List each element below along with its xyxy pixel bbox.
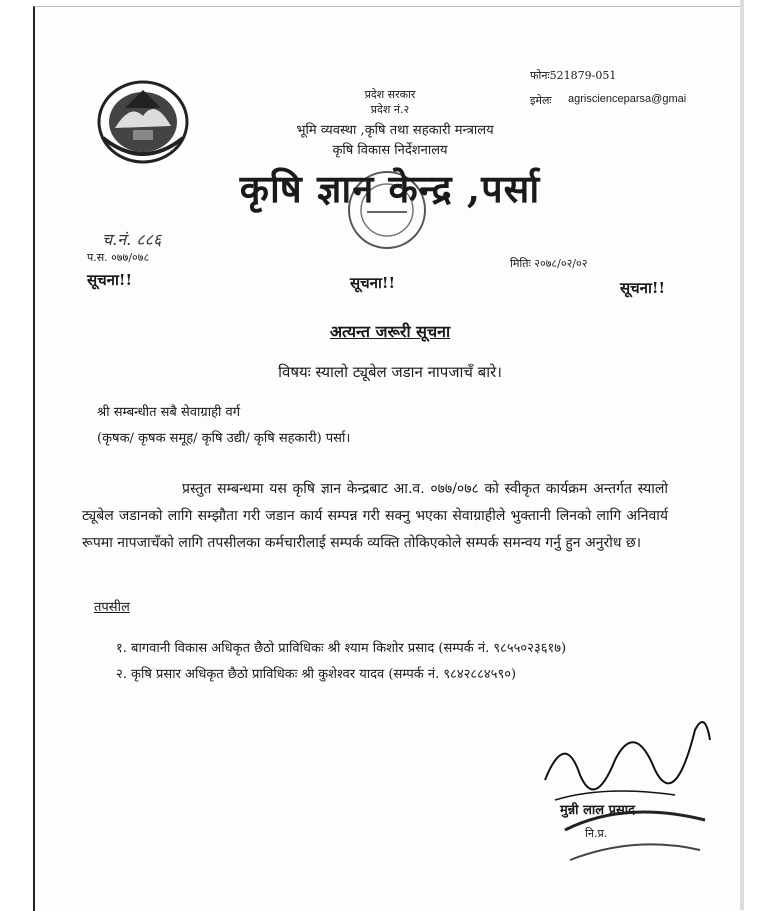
date: मितिः २०७८/०२/०२ (510, 257, 588, 270)
details-heading: तपसील (94, 600, 130, 615)
email: agriscienceparsa@gmai (568, 93, 687, 105)
details-item-2: २. कृषि प्रसार अधिकृत छैठो प्राविधिकः श्री कुशेश्वर यादव (सम्पर्क नं. ९८४२८८४५९०) (116, 667, 517, 682)
addressee-line1: श्री सम्बन्धीत सबै सेवाग्राही वर्ग (97, 405, 241, 420)
government-emblem-icon (95, 78, 191, 164)
handwritten-ref: च.नं. ८८६ (102, 230, 162, 249)
header-line3: भूमि व्यवस्था ,कृषि तथा सहकारी मन्त्रालय (296, 123, 494, 138)
phone: फोनः521879-051 (530, 69, 617, 82)
signature-icon (525, 690, 725, 890)
page-edge (740, 0, 744, 910)
body-paragraph: प्रस्तुत सम्बन्धमा यस कृषि ज्ञान केन्द्रबाट आ.व. ०७७/०७८ को स्वीकृत कार्यक्रम अन्तर्गत स्यालो ट्यूबेल जडानको लागि सम्झौता गरी जडान कार्य सम्पन्न गरी सक्नु भएका सेवाग्राहीले भुक्तानी लिनको लागि अनिवार्य रूपमा नापजाचँको लागि तपसीलका कर्मचारीलाई सम्पर्क व्यक्ति तोकिएकोले सम्पर्क समन्वय गर्नु हुन अनुरोध छ। (82, 481, 668, 551)
ps-number: प.स. ०७७/०७८ (87, 251, 150, 264)
header-line1: प्रदेश सरकार (364, 88, 416, 101)
notice-center: सूचना!! (350, 274, 396, 292)
addressee-line2: (कृषक/ कृषक समूह/ कृषि उद्यी/ कृषि सहकारी) पर्सा। (97, 431, 351, 446)
signatory-role: नि.प्र. (585, 827, 608, 840)
signatory-name: मुन्नी लाल प्रसाद (560, 803, 636, 818)
header-line4: कृषि विकास निर्देशनालय (332, 143, 448, 158)
subject-line: विषयः स्यालो ट्यूबेल जडान नापजाचँ बारे। (278, 363, 502, 381)
email-label: इमेलः (530, 94, 552, 107)
office-title: कृषि ज्ञान केन्द्र ,पर्सा (239, 166, 541, 211)
details-item-1: १. बागवानी विकास अधिकृत छैठो प्राविधिकः श्री श्याम किशोर प्रसाद (सम्पर्क नं. ९८५५०२३६१७) (116, 641, 567, 656)
urgent-heading: अत्यन्त जरूरी सूचना (329, 322, 451, 341)
notice-left: सूचना!! (87, 271, 133, 289)
notice-right: सूचना!! (620, 279, 666, 297)
header-line2: प्रदेश नं.२ (370, 103, 410, 116)
